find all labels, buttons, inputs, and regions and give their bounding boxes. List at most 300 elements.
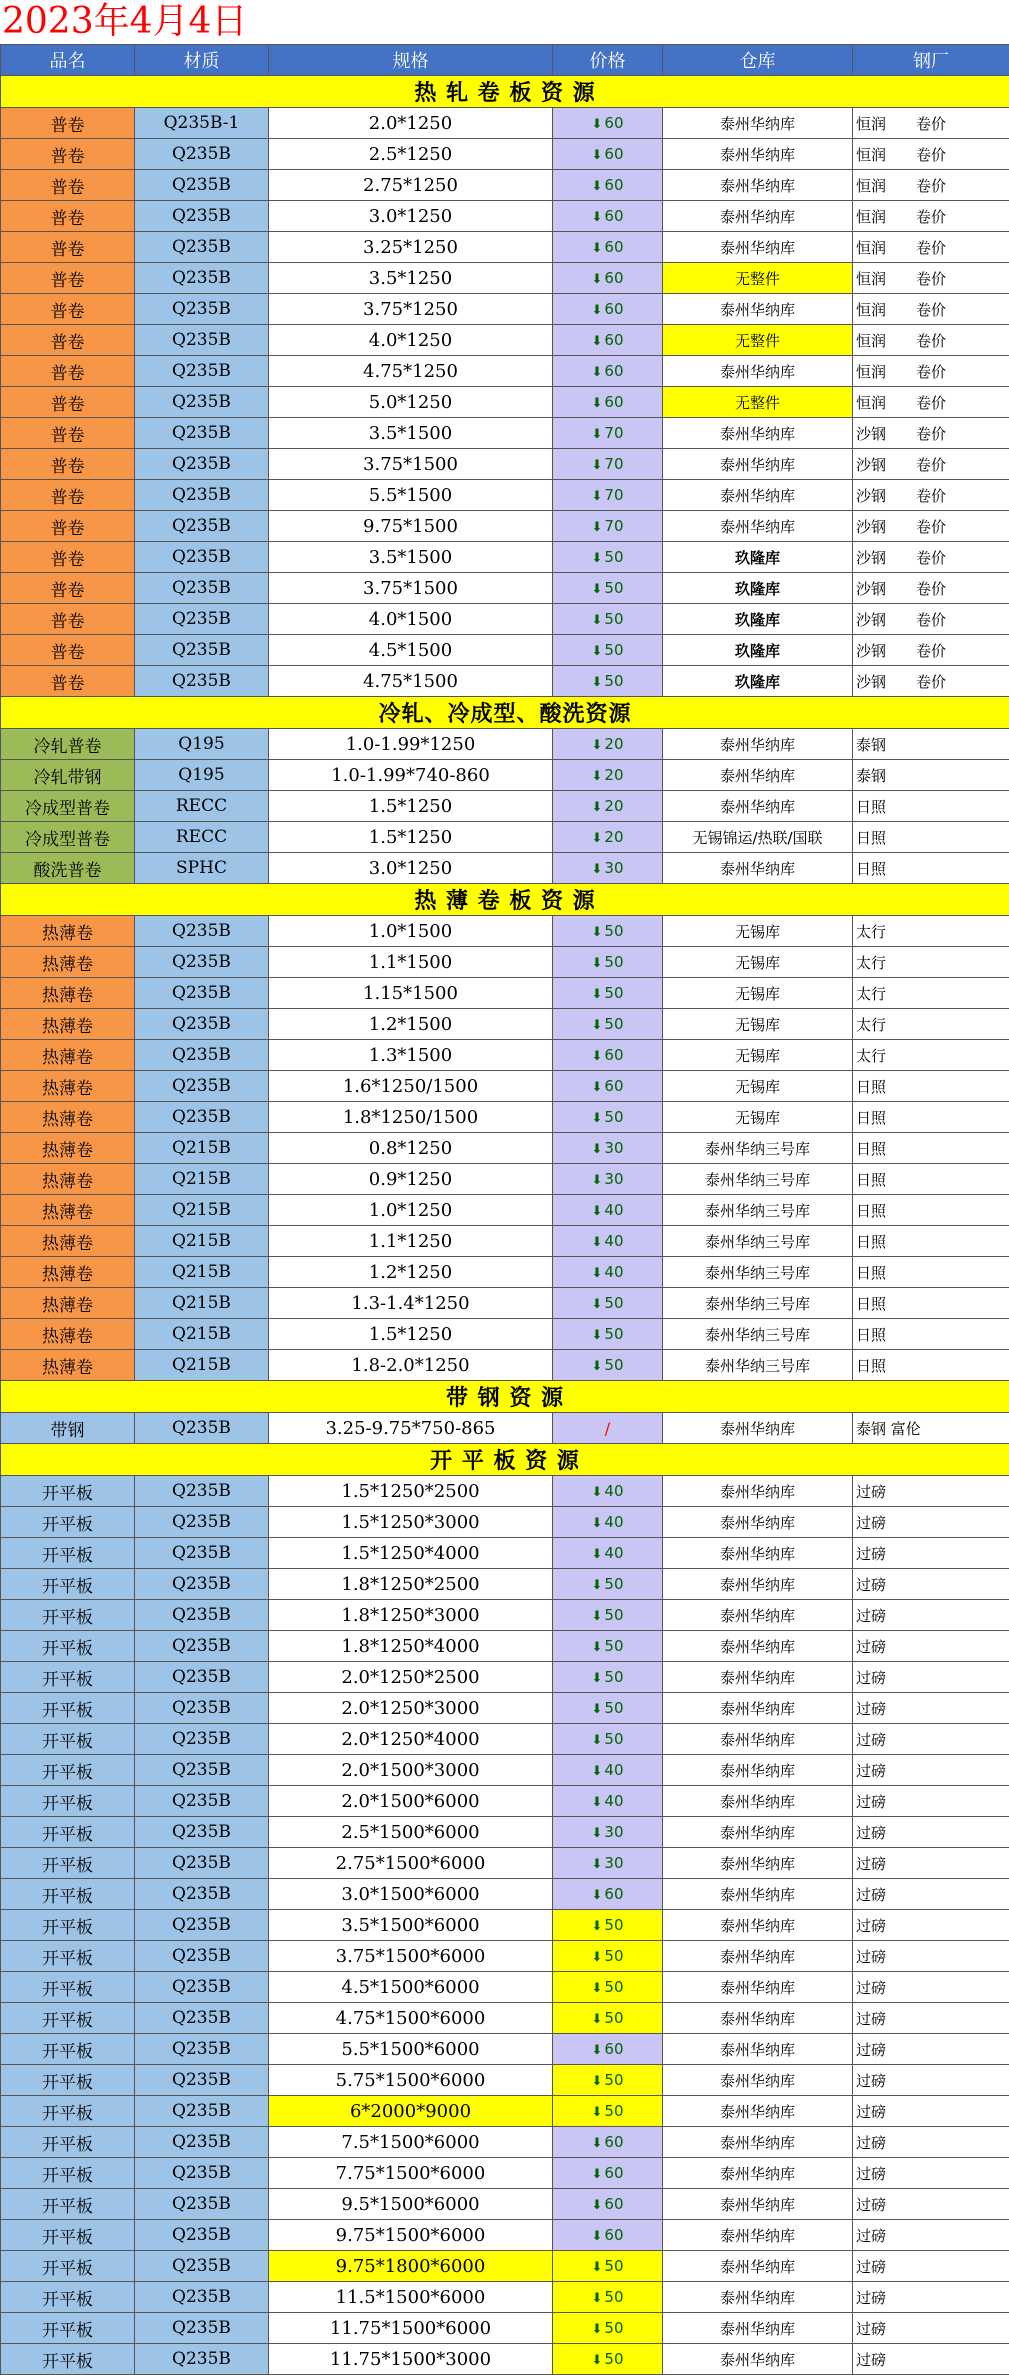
specification: 5.5*1500: [269, 480, 553, 511]
price-value: 50: [604, 1730, 623, 1748]
price-cell: [553, 2096, 663, 2127]
section-title: 冷轧、冷成型、酸洗资源: [1, 697, 1009, 729]
down-arrow-icon: ⬇: [592, 179, 603, 194]
specification: 1.3*1500: [269, 1040, 553, 1071]
price-cell: [553, 1631, 663, 1662]
warehouse: 泰州华纳库: [663, 791, 853, 822]
warehouse: 泰州华纳库: [663, 232, 853, 263]
price-cell: [553, 1195, 663, 1226]
down-arrow-icon: ⬇: [592, 1049, 603, 1064]
table-row: [1, 1941, 1009, 1972]
specification: 11.75*1500*3000: [269, 2344, 553, 2375]
material: Q235B: [135, 978, 269, 1009]
steel-mill: 泰钢 富伦: [853, 1413, 1009, 1444]
steel-mill: 恒润 卷价: [853, 108, 1009, 139]
down-arrow-icon: ⬇: [592, 644, 603, 659]
price-value: 50: [604, 1294, 623, 1312]
down-arrow-icon: ⬇: [592, 1578, 603, 1593]
product-name: 普卷: [1, 480, 135, 511]
material: Q235B: [135, 139, 269, 170]
price-value: 60: [604, 176, 623, 194]
down-arrow-icon: ⬇: [592, 1485, 603, 1500]
specification: 1.3-1.4*1250: [269, 1288, 553, 1319]
material: Q235B: [135, 1507, 269, 1538]
table-row: [1, 1476, 1009, 1507]
down-arrow-icon: ⬇: [592, 1795, 603, 1810]
specification: 2.0*1500*6000: [269, 1786, 553, 1817]
product-name: 开平板: [1, 1476, 135, 1507]
specification: 2.0*1250*4000: [269, 1724, 553, 1755]
price-cell: [553, 2127, 663, 2158]
price-cell: [553, 1724, 663, 1755]
product-name: 普卷: [1, 573, 135, 604]
material: Q215B: [135, 1288, 269, 1319]
price-cell: [553, 1413, 663, 1444]
material: Q235B: [135, 418, 269, 449]
specification: 1.8*1250*3000: [269, 1600, 553, 1631]
price-value: 50: [604, 1015, 623, 1033]
steel-mill: 日照: [853, 1164, 1009, 1195]
material: Q235B: [135, 573, 269, 604]
header-mill: 钢厂: [853, 45, 1009, 76]
specification: 1.6*1250/1500: [269, 1071, 553, 1102]
material: Q235B: [135, 2344, 269, 2375]
product-name: 开平板: [1, 2127, 135, 2158]
report-date: 2023年4月4日: [0, 0, 1009, 44]
product-name: 开平板: [1, 1879, 135, 1910]
price-cell: [553, 2220, 663, 2251]
price-value: 50: [604, 1606, 623, 1624]
down-arrow-icon: ⬇: [592, 1111, 603, 1126]
price-cell: [553, 1786, 663, 1817]
table-row: [1, 1755, 1009, 1786]
warehouse: 泰州华纳库: [663, 2034, 853, 2065]
price-cell: [553, 139, 663, 170]
down-arrow-icon: ⬇: [592, 1888, 603, 1903]
price-value: 50: [604, 2071, 623, 2089]
warehouse: 无锡锦运/热联/国联: [663, 822, 853, 853]
price-value: 30: [604, 1139, 623, 1157]
specification: 3.25*1250: [269, 232, 553, 263]
material: Q235B: [135, 201, 269, 232]
steel-mill: 日照: [853, 1319, 1009, 1350]
product-name: 普卷: [1, 201, 135, 232]
price-value: 20: [604, 735, 623, 753]
price-cell: [553, 916, 663, 947]
price-value: 60: [604, 2226, 623, 2244]
price-value: 50: [604, 1575, 623, 1593]
product-name: 开平板: [1, 2220, 135, 2251]
table-row: [1, 263, 1009, 294]
table-row: [1, 1102, 1009, 1133]
table-row: [1, 2344, 1009, 2375]
warehouse: 泰州华纳库: [663, 1941, 853, 1972]
warehouse: 无锡库: [663, 1009, 853, 1040]
warehouse: 泰州华纳库: [663, 2158, 853, 2189]
product-name: 热薄卷: [1, 1040, 135, 1071]
price-cell: [553, 947, 663, 978]
table-row: [1, 2127, 1009, 2158]
specification: 3.75*1500*6000: [269, 1941, 553, 1972]
down-arrow-icon: ⬇: [592, 862, 603, 877]
warehouse: 泰州华纳库: [663, 201, 853, 232]
material: Q215B: [135, 1350, 269, 1381]
steel-mill: 过磅: [853, 1786, 1009, 1817]
down-arrow-icon: ⬇: [592, 675, 603, 690]
table-row: [1, 542, 1009, 573]
table-row: [1, 1538, 1009, 1569]
warehouse: 泰州华纳库: [663, 2065, 853, 2096]
down-arrow-icon: ⬇: [592, 1204, 603, 1219]
material: Q235B: [135, 1941, 269, 1972]
specification: 9.75*1800*6000: [269, 2251, 553, 2282]
product-name: 开平板: [1, 2065, 135, 2096]
material: Q235B: [135, 2251, 269, 2282]
price-value: 60: [604, 362, 623, 380]
price-cell: [553, 791, 663, 822]
down-arrow-icon: ⬇: [592, 303, 603, 318]
material: Q235B: [135, 1755, 269, 1786]
price-value: 50: [604, 1947, 623, 1965]
price-value: 50: [604, 1325, 623, 1343]
table-row: [1, 729, 1009, 760]
header-price: 价格: [553, 45, 663, 76]
price-value: 50: [604, 1916, 623, 1934]
table-row: [1, 1009, 1009, 1040]
product-name: 开平板: [1, 1600, 135, 1631]
down-arrow-icon: ⬇: [592, 2353, 603, 2368]
specification: 3.0*1250: [269, 201, 553, 232]
warehouse: 泰州华纳库: [663, 1507, 853, 1538]
specification: 11.75*1500*6000: [269, 2313, 553, 2344]
price-value: 50: [604, 579, 623, 597]
table-row: [1, 449, 1009, 480]
price-cell: [553, 1755, 663, 1786]
steel-mill: 泰钢: [853, 729, 1009, 760]
steel-mill: 沙钢 卷价: [853, 666, 1009, 697]
specification: 3.5*1500: [269, 542, 553, 573]
price-value: 50: [604, 2102, 623, 2120]
material: Q235B: [135, 2189, 269, 2220]
material: Q235B: [135, 449, 269, 480]
material: Q235B: [135, 2127, 269, 2158]
material: RECC: [135, 822, 269, 853]
steel-mill: 过磅: [853, 2003, 1009, 2034]
steel-mill: 过磅: [853, 1631, 1009, 1662]
product-name: 开平板: [1, 1910, 135, 1941]
material: Q235B: [135, 2034, 269, 2065]
specification: 3.5*1250: [269, 263, 553, 294]
down-arrow-icon: ⬇: [592, 1857, 603, 1872]
warehouse: 泰州华纳库: [663, 108, 853, 139]
steel-mill: 过磅: [853, 1662, 1009, 1693]
specification: 2.5*1250: [269, 139, 553, 170]
table-row: [1, 294, 1009, 325]
down-arrow-icon: ⬇: [592, 396, 603, 411]
table-row: [1, 1226, 1009, 1257]
warehouse: 泰州华纳库: [663, 418, 853, 449]
price-cell: [553, 2251, 663, 2282]
product-name: 普卷: [1, 449, 135, 480]
steel-mill: 日照: [853, 853, 1009, 884]
steel-mill: 过磅: [853, 1817, 1009, 1848]
price-value: 50: [604, 610, 623, 628]
table-row: [1, 2220, 1009, 2251]
table-row: [1, 139, 1009, 170]
product-name: 普卷: [1, 139, 135, 170]
specification: 9.75*1500: [269, 511, 553, 542]
table-row: [1, 1817, 1009, 1848]
material: Q235B: [135, 2313, 269, 2344]
price-value: 60: [604, 2164, 623, 2182]
price-cell: [553, 1538, 663, 1569]
table-row: [1, 2096, 1009, 2127]
price-value: 40: [604, 1263, 623, 1281]
specification: 1.5*1250: [269, 822, 553, 853]
table-row: [1, 170, 1009, 201]
price-value: 40: [604, 1792, 623, 1810]
specification: 4.0*1250: [269, 325, 553, 356]
material: Q235B: [135, 1786, 269, 1817]
warehouse: 玖隆库: [663, 635, 853, 666]
warehouse: 无锡库: [663, 1040, 853, 1071]
price-value: 30: [604, 1170, 623, 1188]
specification: 2.75*1500*6000: [269, 1848, 553, 1879]
table-row: [1, 2158, 1009, 2189]
material: Q195: [135, 760, 269, 791]
specification: 3.75*1500: [269, 573, 553, 604]
down-arrow-icon: ⬇: [592, 2229, 603, 2244]
price-value: 40: [604, 1761, 623, 1779]
material: Q235B: [135, 1910, 269, 1941]
steel-mill: 沙钢 卷价: [853, 480, 1009, 511]
price-cell: [553, 2344, 663, 2375]
down-arrow-icon: ⬇: [592, 1516, 603, 1531]
warehouse: 泰州华纳库: [663, 1972, 853, 2003]
table-row: [1, 387, 1009, 418]
warehouse: 泰州华纳库: [663, 1755, 853, 1786]
table-row: [1, 1693, 1009, 1724]
steel-mill: 沙钢 卷价: [853, 573, 1009, 604]
steel-mill: 过磅: [853, 1755, 1009, 1786]
specification: 0.8*1250: [269, 1133, 553, 1164]
warehouse: 泰州华纳库: [663, 449, 853, 480]
steel-mill: 日照: [853, 1133, 1009, 1164]
table-row: [1, 1569, 1009, 1600]
specification: 2.5*1500*6000: [269, 1817, 553, 1848]
header-row: [1, 45, 1009, 76]
product-name: 开平板: [1, 2096, 135, 2127]
price-cell: [553, 2003, 663, 2034]
section-row: [1, 697, 1009, 729]
warehouse: 泰州华纳库: [663, 1476, 853, 1507]
price-cell: [553, 1040, 663, 1071]
table-row: [1, 2189, 1009, 2220]
specification: 3.0*1250: [269, 853, 553, 884]
specification: 3.5*1500: [269, 418, 553, 449]
product-name: 开平板: [1, 1786, 135, 1817]
down-arrow-icon: ⬇: [592, 520, 603, 535]
warehouse: 泰州华纳库: [663, 2251, 853, 2282]
price-cell: [553, 325, 663, 356]
down-arrow-icon: ⬇: [592, 769, 603, 784]
table-row: [1, 2251, 1009, 2282]
steel-mill: 过磅: [853, 1538, 1009, 1569]
specification: 9.5*1500*6000: [269, 2189, 553, 2220]
price-cell: [553, 1071, 663, 1102]
product-name: 普卷: [1, 542, 135, 573]
table-row: [1, 1848, 1009, 1879]
material: Q235B: [135, 1817, 269, 1848]
steel-mill: 恒润 卷价: [853, 201, 1009, 232]
product-name: 热薄卷: [1, 1164, 135, 1195]
down-arrow-icon: ⬇: [592, 2074, 603, 2089]
steel-mill: 过磅: [853, 2251, 1009, 2282]
product-name: 热薄卷: [1, 1350, 135, 1381]
specification: 1.2*1250: [269, 1257, 553, 1288]
specification: 1.1*1250: [269, 1226, 553, 1257]
price-value: 50: [604, 1108, 623, 1126]
price-value: 50: [604, 2257, 623, 2275]
steel-mill: 过磅: [853, 2158, 1009, 2189]
warehouse: 泰州华纳三号库: [663, 1319, 853, 1350]
price-value: 60: [604, 2133, 623, 2151]
material: Q235B: [135, 1538, 269, 1569]
header-name: 品名: [1, 45, 135, 76]
down-arrow-icon: ⬇: [592, 1733, 603, 1748]
price-cell: [553, 1476, 663, 1507]
price-value: 70: [604, 517, 623, 535]
product-name: 冷成型普卷: [1, 822, 135, 853]
warehouse: 泰州华纳库: [663, 2189, 853, 2220]
warehouse: 泰州华纳库: [663, 1724, 853, 1755]
down-arrow-icon: ⬇: [592, 1950, 603, 1965]
price-cell: [553, 1848, 663, 1879]
warehouse: 泰州华纳库: [663, 1693, 853, 1724]
warehouse: 泰州华纳库: [663, 170, 853, 201]
steel-mill: 太行: [853, 1009, 1009, 1040]
table-row: [1, 791, 1009, 822]
warehouse: 泰州华纳库: [663, 2344, 853, 2375]
price-value: 50: [604, 1699, 623, 1717]
price-cell: [553, 1662, 663, 1693]
material: Q215B: [135, 1319, 269, 1350]
table-row: [1, 2313, 1009, 2344]
steel-mill: 沙钢 卷价: [853, 418, 1009, 449]
down-arrow-icon: ⬇: [592, 1266, 603, 1281]
product-name: 开平板: [1, 1507, 135, 1538]
down-arrow-icon: ⬇: [592, 1328, 603, 1343]
material: Q235B: [135, 916, 269, 947]
steel-mill: 过磅: [853, 1600, 1009, 1631]
price-value: 20: [604, 828, 623, 846]
price-value: 40: [604, 1232, 623, 1250]
warehouse: 泰州华纳库: [663, 294, 853, 325]
warehouse: 无锡库: [663, 1071, 853, 1102]
material: RECC: [135, 791, 269, 822]
material: Q235B: [135, 2096, 269, 2127]
steel-mill: 过磅: [853, 1569, 1009, 1600]
material: Q235B: [135, 635, 269, 666]
specification: 2.0*1500*3000: [269, 1755, 553, 1786]
down-arrow-icon: ⬇: [592, 613, 603, 628]
price-value: 60: [604, 207, 623, 225]
specification: 2.0*1250*2500: [269, 1662, 553, 1693]
down-arrow-icon: ⬇: [592, 2167, 603, 2182]
price-value: 50: [604, 1637, 623, 1655]
steel-mill: 泰钢: [853, 760, 1009, 791]
material: Q235B: [135, 1009, 269, 1040]
price-value: 50: [604, 641, 623, 659]
table-row: [1, 916, 1009, 947]
table-body: [1, 45, 1009, 2375]
steel-mill: 过磅: [853, 1507, 1009, 1538]
product-name: 热薄卷: [1, 1071, 135, 1102]
price-cell: [553, 1288, 663, 1319]
product-name: 热薄卷: [1, 916, 135, 947]
steel-mill: 日照: [853, 1288, 1009, 1319]
warehouse: 泰州华纳库: [663, 1817, 853, 1848]
price-cell: [553, 1350, 663, 1381]
price-cell: [553, 729, 663, 760]
price-cell: [553, 480, 663, 511]
price-cell: [553, 356, 663, 387]
price-value: 50: [604, 548, 623, 566]
price-cell: [553, 1879, 663, 1910]
price-cell: [553, 1941, 663, 1972]
product-name: 热薄卷: [1, 1288, 135, 1319]
specification: 1.0-1.99*740-860: [269, 760, 553, 791]
steel-mill: 恒润 卷价: [853, 170, 1009, 201]
specification: 1.0-1.99*1250: [269, 729, 553, 760]
price-value: 30: [604, 1823, 623, 1841]
down-arrow-icon: ⬇: [592, 272, 603, 287]
product-name: 开平板: [1, 1693, 135, 1724]
table-row: [1, 573, 1009, 604]
specification: 1.5*1250*2500: [269, 1476, 553, 1507]
specification: 4.5*1500: [269, 635, 553, 666]
material: Q215B: [135, 1226, 269, 1257]
material: Q235B: [135, 263, 269, 294]
down-arrow-icon: ⬇: [592, 551, 603, 566]
product-name: 普卷: [1, 263, 135, 294]
price-cell: [553, 418, 663, 449]
header-warehouse: 仓库: [663, 45, 853, 76]
specification: 4.75*1250: [269, 356, 553, 387]
material: SPHC: [135, 853, 269, 884]
table-row: [1, 978, 1009, 1009]
specification: 1.0*1250: [269, 1195, 553, 1226]
table-row: [1, 2034, 1009, 2065]
warehouse: 泰州华纳库: [663, 1848, 853, 1879]
steel-mill: 恒润 卷价: [853, 263, 1009, 294]
table-row: [1, 1071, 1009, 1102]
product-name: 开平板: [1, 2282, 135, 2313]
product-name: 开平板: [1, 2344, 135, 2375]
price-cell: [553, 2189, 663, 2220]
steel-mill: 恒润 卷价: [853, 294, 1009, 325]
product-name: 普卷: [1, 666, 135, 697]
price-cell: [553, 387, 663, 418]
down-arrow-icon: ⬇: [592, 1981, 603, 1996]
table-row: [1, 1319, 1009, 1350]
material: Q235B: [135, 511, 269, 542]
steel-mill: 太行: [853, 1040, 1009, 1071]
warehouse: 泰州华纳库: [663, 1662, 853, 1693]
product-name: 普卷: [1, 294, 135, 325]
product-name: 开平板: [1, 2251, 135, 2282]
price-cell: [553, 1972, 663, 2003]
